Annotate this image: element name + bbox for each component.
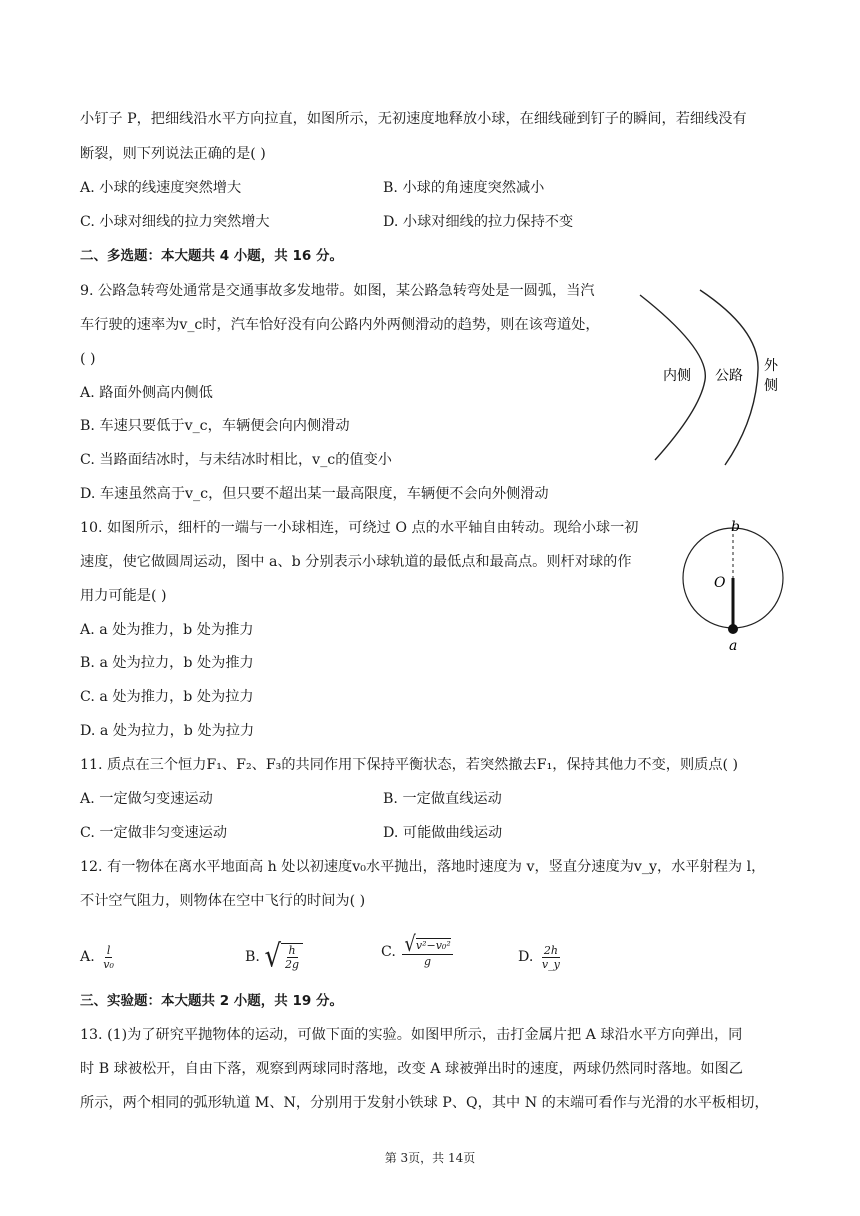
fraction-d-numerator: 2h bbox=[543, 943, 558, 957]
q9-option-d: D. 车速虽然高于v_c，但只要不超出某一最高限度，车辆便不会向外侧滑动 bbox=[80, 486, 549, 502]
circle-rod-figure bbox=[680, 515, 800, 665]
q8-option-a: A. 小球的线速度突然增大 bbox=[80, 180, 242, 196]
q10-line1: 10. 如图所示，细杆的一端与一小球相连，可绕过 O 点的水平轴自由转动。现给小球一初 bbox=[80, 520, 639, 536]
q9-line3: ( ) bbox=[80, 351, 96, 367]
q8-option-b: B. 小球的角速度突然减小 bbox=[383, 180, 545, 196]
q10-option-c: C. a 处为推力，b 处为拉力 bbox=[80, 689, 254, 705]
label-outer-side-1: 外 bbox=[764, 358, 778, 374]
q12-line1: 12. 有一物体在离水平地面高 h 处以初速度v₀水平抛出，落地时速度为 v，竖直分速度为v_y，水平射程为 l， bbox=[80, 859, 766, 875]
label-O: O bbox=[714, 575, 726, 591]
q10-line2: 速度，使它做圆周运动，图中 a、b 分别表示小球轨道的最低点和最高点。则杆对球的作 bbox=[80, 554, 632, 570]
q11-option-c: C. 一定做非匀变速运动 bbox=[80, 825, 228, 841]
q13-line2: 时 B 球被松开，自由下落，观察到两球同时落地，改变 A 球被弹出时的速度，两球仍然同时落地。如图乙 bbox=[80, 1061, 743, 1077]
q12-option-b bbox=[245, 940, 303, 974]
section-heading-experiment: 三、实验题：本大题共 2 小题，共 19 分。 bbox=[80, 993, 343, 1009]
fraction-b-denominator: 2g bbox=[285, 958, 300, 971]
option-b-label: B. bbox=[245, 949, 260, 965]
fraction-a-denominator: v₀ bbox=[103, 957, 114, 971]
q12-option-a bbox=[80, 940, 118, 974]
fraction-d bbox=[540, 944, 562, 971]
road-curve-figure bbox=[630, 290, 810, 470]
fraction-c-numerator bbox=[402, 931, 452, 957]
q8-option-c: C. 小球对细线的拉力突然增大 bbox=[80, 214, 270, 230]
fraction-c-numerator-text: v²−v₀² bbox=[415, 939, 451, 952]
option-d-label: D. bbox=[518, 949, 534, 965]
q8-line1: 小钉子 P，把细线沿水平方向拉直，如图所示，无初速度地释放小球，在细线碰到钉子的瞬间，若细线没有 bbox=[80, 111, 747, 127]
label-inner-side: 内侧 bbox=[663, 368, 691, 384]
q11-option-a: A. 一定做匀变速运动 bbox=[80, 791, 213, 807]
q12-option-c bbox=[381, 932, 455, 972]
q13-line1: 13. (1)为了研究平抛物体的运动，可做下面的实验。如图甲所示，击打金属片把 A 球沿水平方向弹出，同 bbox=[80, 1027, 743, 1043]
q12-option-d bbox=[518, 940, 564, 974]
q11-option-b: B. 一定做直线运动 bbox=[383, 791, 502, 807]
q9-option-b: B. 车速只要低于v_c，车辆便会向内侧滑动 bbox=[80, 418, 350, 434]
q13-line3: 所示，两个相同的弧形轨道 M、N，分别用于发射小铁球 P、Q，其中 N 的末端可看作与光滑的水平板相切， bbox=[80, 1095, 769, 1111]
option-a-label: A. bbox=[80, 949, 95, 965]
q10-option-a: A. a 处为推力，b 处为推力 bbox=[80, 622, 254, 638]
fraction-a bbox=[101, 944, 116, 971]
ball bbox=[728, 624, 738, 634]
section-heading-multi-choice: 二、多选题：本大题共 4 小题，共 16 分。 bbox=[80, 248, 343, 264]
q11-option-d: D. 可能做曲线运动 bbox=[383, 825, 503, 841]
q8-option-d: D. 小球对细线的拉力保持不变 bbox=[383, 214, 574, 230]
fraction-d-denominator: v_y bbox=[541, 957, 560, 971]
q8-line2: 断裂，则下列说法正确的是( ) bbox=[80, 146, 266, 162]
q10-line3: 用力可能是( ) bbox=[80, 588, 167, 604]
q12-line2: 不计空气阻力，则物体在空中飞行的时间为( ) bbox=[80, 893, 366, 909]
label-road: 公路 bbox=[715, 368, 743, 384]
label-outer-side-2: 侧 bbox=[764, 378, 778, 394]
sqrt-b bbox=[264, 939, 303, 975]
q10-option-b: B. a 处为拉力，b 处为推力 bbox=[80, 655, 254, 671]
fraction-c-denominator: g bbox=[424, 955, 432, 968]
q9-option-c: C. 当路面结冰时，与未结冰时相比，v_c的值变小 bbox=[80, 452, 392, 468]
q11-line1: 11. 质点在三个恒力F₁、F₂、F₃的共同作用下保持平衡状态，若突然撤去F₁，保持其他力不变，则质点( ) bbox=[80, 757, 739, 773]
fraction-b-numerator: h bbox=[288, 944, 296, 957]
q10-option-d: D. a 处为拉力，b 处为拉力 bbox=[80, 723, 255, 739]
fraction-b bbox=[283, 944, 301, 971]
radical-sign-icon: √ bbox=[404, 931, 416, 957]
label-a: a bbox=[729, 638, 738, 654]
q9-option-a: A. 路面外侧高内侧低 bbox=[80, 385, 213, 401]
option-c-label: C. bbox=[381, 944, 396, 960]
q9-line1: 9. 公路急转弯处通常是交通事故多发地带。如图，某公路急转弯处是一圆弧，当汽 bbox=[80, 283, 595, 299]
q9-line2: 车行驶的速率为v_c时，汽车恰好没有向公路内外两侧滑动的趋势，则在该弯道处， bbox=[80, 317, 600, 333]
fraction-c bbox=[402, 931, 452, 968]
page-footer: 第 3页，共 14页 bbox=[384, 1151, 476, 1165]
fraction-a-numerator: l bbox=[106, 943, 111, 957]
radical-sign-icon: √ bbox=[264, 939, 282, 975]
label-b: b bbox=[731, 519, 740, 535]
